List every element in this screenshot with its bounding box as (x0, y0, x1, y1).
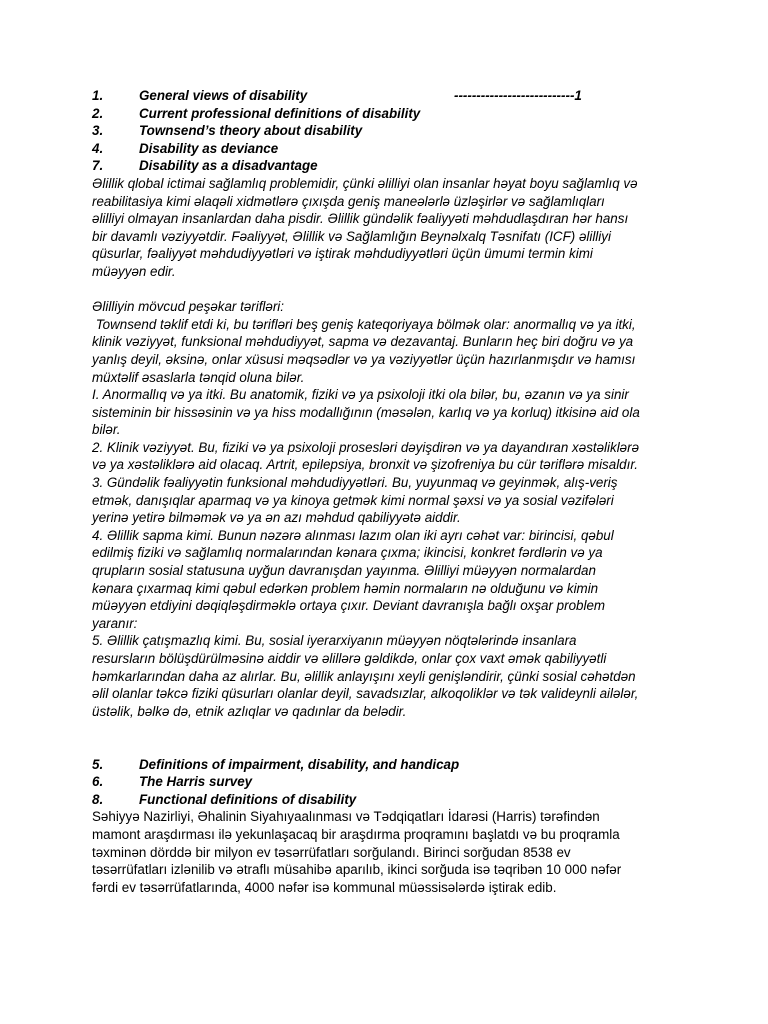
toc-item-title: Townsend’s theory about disability (139, 123, 363, 139)
toc-list-1 (92, 87, 682, 175)
toc-item-number: 2. (92, 105, 104, 121)
toc-item (92, 105, 682, 123)
toc-item-title: Definitions of impairment, disability, and handicap (139, 756, 460, 772)
toc-item-title: General views of disability (139, 88, 308, 103)
text-line: və ya xəstəliklərə aid olacaq. Artrit, epilepsiya, bronxit və şizofreniya bu cür təriflərə misaldır. (92, 457, 639, 473)
text-line: üstəlik, bəlkə də, etnik azlıqlar və qadınlar da belədir. (92, 703, 407, 719)
text-line: 5. Əlillik çatışmazlıq kimi. Bu, sosial iyerarxiyanın müəyyən nöqtələrində insanlara (92, 633, 577, 649)
text-line: 2. Klinik vəziyyət. Bu, fiziki və ya psixoloji prosesləri dəyişdirən və ya dayandıran xəstəliklərə (92, 439, 640, 455)
definitions-paragraph (92, 298, 682, 720)
text-line: etmək, danışıqlar aparmaq və ya kinoya getmək kimi normal şəxsi və ya sosial vəzifələri (92, 492, 614, 508)
text-line: Səhiyyə Nazirliyi, Əhalinin Siyahıyaalınması və Tədqiqatları İdarəsi (Harris) tərəfindən (92, 809, 600, 825)
text-line: 4. Əlillik sapma kimi. Bunun nəzərə alınması lazım olan iki ayrı cəhət var: birincisi, qəbul (92, 527, 614, 543)
text-line: əlilliyi olmayan insanlardan daha pisdir. Əlillik gündəlik fəaliyyəti məhdudlaşdıran hər hansı (92, 211, 629, 227)
text-line: klinik vəziyyət, funksional məhdudiyyət, sapma və dezavantaj. Bunların heç biri doğru və ya (92, 334, 634, 350)
text-line: reabilitasiya kimi əlaqəli xidmətlərə çıxışda geniş maneələrlə üzləşirlər və sağlamlıqları (92, 193, 605, 209)
toc-item-number: 8. (92, 791, 104, 807)
text-line: həmkarlarından daha az alırlar. Bu, əlillik anlayışını xeyli genişləndirir, çünki sosial cəhətdən (92, 668, 636, 684)
toc-list-2 (92, 756, 682, 809)
toc-item-title: The Harris survey (139, 774, 253, 790)
text-line: yerinə yetirə bilməmək və ya ən azı məhdud qabiliyyətə aiddir. (92, 510, 461, 526)
toc-item-number: 5. (92, 756, 104, 772)
text-line: 3. Gündəlik fəaliyyətin funksional məhdudiyyətləri. Bu, yuyunmaq və geyinmək, alış-veriş (92, 475, 618, 491)
text-line: qrupların sosial statusuna uyğun davranışdan yayınma. Əlilliyi müəyyən normalardan (92, 563, 596, 579)
text-line: resursların bölüşdürülməsinə aiddir və əlillərə gəldikdə, onlar çox vaxt əmək qabiliyyətli (92, 651, 607, 666)
toc-item (92, 773, 682, 791)
toc-item (92, 756, 682, 774)
text-line: Əlilliyin mövcud peşəkar tərifləri: (92, 299, 284, 315)
text-line: müəyyən edir. (92, 263, 176, 279)
spacer (92, 720, 682, 755)
toc-item-number: 1. (92, 88, 104, 103)
text-line: təsərrüfatları izlənilib və ətraflı müsahibə aparılıb, ikinci sorğuda isə təqribən 10 000 nəfər (92, 862, 622, 878)
text-line: bilər. (92, 422, 121, 438)
text-line: qüsurlar, fəaliyyət məhdudiyyətləri və iştirak məhdudiyyətləri üçün ümumi termin kimi (92, 246, 593, 262)
text-line: əlil olanlar təkcə fiziki qüsurları olanlar deyil, savadsızlar, alkoqoliklər və tək valideynli ailələr, (92, 686, 639, 702)
text-line: müxtəlif əsaslarla tənqid oluna bilər. (92, 369, 305, 385)
toc-item-title: Current professional definitions of disability (139, 105, 421, 121)
toc-item-title: Disability as a disadvantage (139, 158, 318, 174)
spacer (92, 281, 682, 299)
document-content (92, 87, 682, 896)
text-line: Əlillik qlobal ictimai sağlamlıq problemidir, çünki əlilliyi olan insanlar həyat boyu sağlamlıq və (92, 175, 638, 191)
text-line: edilmiş fiziki və sağlamlıq normalarından kənara çıxma; ikincisi, konkret fərdlərin və ya (92, 545, 603, 561)
toc-item-number: 7. (92, 158, 104, 174)
text-line: təxminən dörddə bir milyon ev təsərrüfatları sorğulandı. Birinci sorğudan 8538 ev (92, 844, 571, 860)
toc-page-leader: ---------------------------1 (454, 88, 582, 103)
toc-item-number: 6. (92, 774, 104, 790)
text-line: yanlış deyil, əksinə, onlar xüsusi məqsədlər və ya vəziyyətlər üçün hazırlanmışdır və hamısı (92, 351, 636, 367)
text-line: kənara çıxarmaq kimi qəbul edərkən problem həmin normaların nə olduğunu və kimin (92, 580, 599, 596)
text-line: fərdi ev təsərrüfatlarında, 4000 nəfər isə kommunal müəssisələrdə iştirak edib. (92, 879, 557, 895)
text-line: I. Anormallıq və ya itki. Bu anatomik, fiziki və ya psixoloji itki ola bilər, bu, əzanın və ya sinir (92, 387, 629, 403)
toc-item-title: Disability as deviance (139, 140, 279, 156)
intro-paragraph (92, 175, 682, 281)
toc-item (92, 140, 682, 158)
toc-item (92, 791, 682, 809)
text-line: müəyyən etdiyini dəqiqləşdirməklə ortaya çıxır. Deviant davranışla bağlı oxşar problem (92, 598, 606, 614)
text-line: bir davamlı vəziyyətdir. Fəaliyyət, Əlillik və Sağlamlığın Beynəlxalq Təsnifatı (ICF) əlilliyi (92, 228, 611, 244)
text-line: Townsend təklif etdi ki, bu tərifləri beş geniş kateqoriyaya bölmək olar: anormallıq və ya itki, (92, 316, 636, 332)
toc-item-number: 3. (92, 123, 104, 139)
toc-item (92, 122, 682, 140)
toc-item-number: 4. (92, 140, 104, 156)
harris-paragraph (92, 808, 682, 896)
toc-item-title: Functional definitions of disability (139, 791, 357, 807)
text-line: sisteminin bir hissəsinin və ya hiss modallığının (məsələn, karlıq və ya korluq) itkisinə aid ola (92, 404, 640, 420)
text-line: yaranır: (92, 615, 138, 631)
text-line: mamont araşdırması ilə yekunlaşacaq bir araşdırma proqramını başlatdı və bu proqramla (92, 826, 620, 842)
toc-item (92, 157, 682, 175)
toc-item (92, 87, 682, 105)
